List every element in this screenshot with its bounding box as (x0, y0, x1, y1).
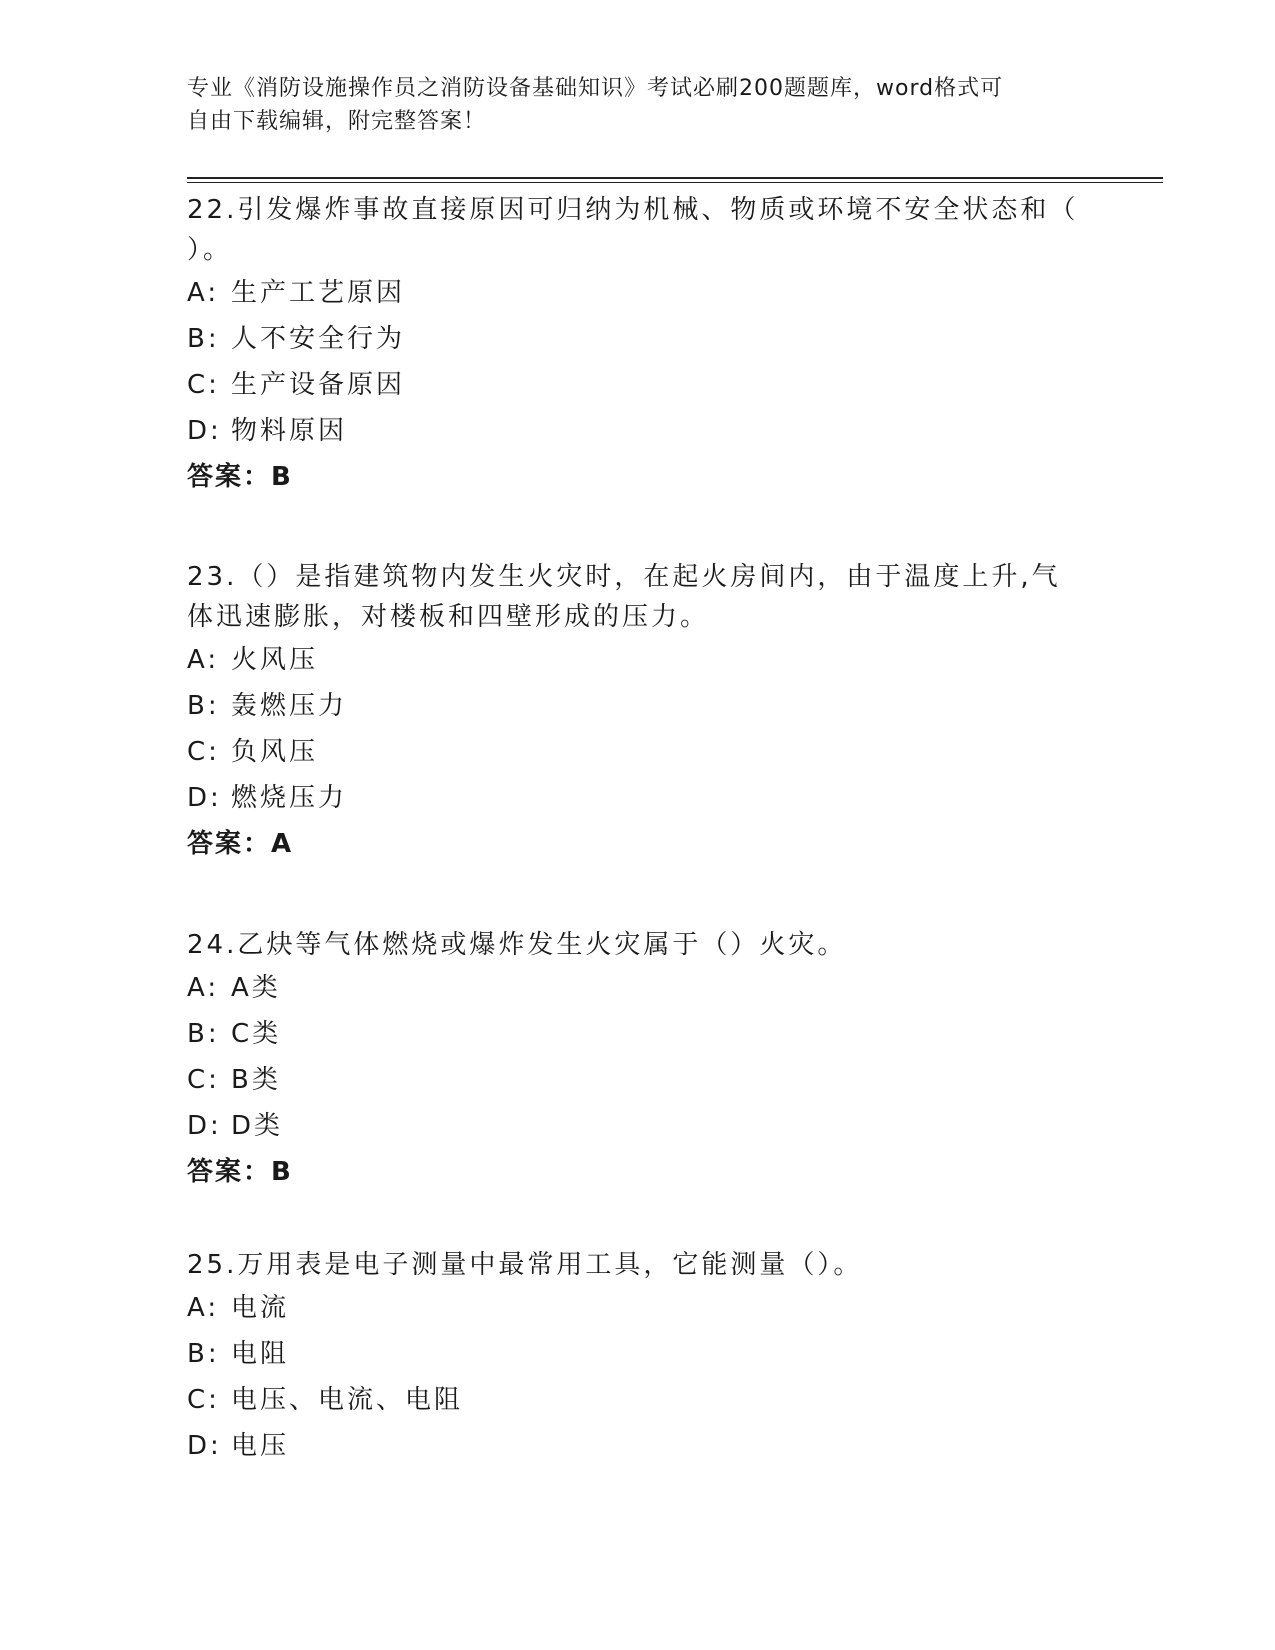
option-a (187, 965, 1087, 1011)
question-22 (187, 190, 1087, 500)
option-text: 生产工艺原因 (231, 278, 406, 308)
question-23 (187, 557, 1087, 867)
option-text: 生产设备原因 (231, 370, 406, 400)
option-c (187, 362, 1087, 408)
option-b (187, 316, 1087, 362)
question-stem-line-1: 24.乙炔等气体燃烧或爆炸发生火灾属于（）火灾。 (187, 930, 847, 960)
option-text: A类 (231, 973, 281, 1003)
header-line-2: 自由下载编辑，附完整答案！ (187, 109, 487, 134)
question-stem-line-1: 25.万用表是电子测量中最常用工具，它能测量（）。 (187, 1250, 863, 1280)
option-b (187, 683, 1087, 729)
option-key: D: (187, 783, 222, 813)
header-divider-thin (187, 182, 1163, 183)
answer-line: 答案：A (187, 829, 294, 859)
option-key: D: (187, 416, 222, 446)
option-key: B: (187, 1339, 220, 1369)
option-key: C: (187, 737, 220, 767)
option-text: 电阻 (231, 1339, 290, 1369)
option-c (187, 1377, 1087, 1423)
question-stem (187, 190, 1087, 270)
option-key: D: (187, 1111, 222, 1141)
option-key: A: (187, 278, 220, 308)
option-text: D类 (231, 1111, 284, 1141)
question-stem-line-2: ）。 (187, 235, 233, 265)
option-key: C: (187, 1065, 220, 1095)
option-text: 电流 (231, 1293, 290, 1323)
option-d (187, 775, 1087, 821)
option-key: B: (187, 691, 220, 721)
option-d (187, 408, 1087, 454)
option-key: D: (187, 1431, 222, 1461)
option-text: C类 (231, 1019, 282, 1049)
option-c (187, 729, 1087, 775)
option-text: 电压 (231, 1431, 290, 1461)
answer-line: 答案：B (187, 462, 293, 492)
option-key: C: (187, 1385, 220, 1415)
option-text: 物料原因 (231, 416, 348, 446)
option-b (187, 1011, 1087, 1057)
option-d (187, 1103, 1087, 1149)
question-stem-line-2: 体迅速膨胀，对楼板和四壁形成的压力。 (187, 602, 710, 632)
option-text: 燃烧压力 (231, 783, 348, 813)
question-stem (187, 925, 1087, 965)
option-key: C: (187, 370, 220, 400)
document-header (187, 72, 1087, 138)
option-c (187, 1057, 1087, 1103)
option-text: B类 (231, 1065, 281, 1095)
option-a (187, 270, 1087, 316)
question-stem-line-1: 22.引发爆炸事故直接原因可归纳为机械、物质或环境不安全状态和（ (187, 195, 1079, 225)
option-a (187, 1285, 1087, 1331)
option-key: A: (187, 1293, 220, 1323)
option-d (187, 1423, 1087, 1469)
option-a (187, 637, 1087, 683)
question-stem (187, 557, 1087, 637)
question-stem-line-1: 23.（）是指建筑物内发生火灾时，在起火房间内，由于温度上升,气 (187, 562, 1061, 592)
option-key: A: (187, 645, 220, 675)
option-text: 火风压 (231, 645, 319, 675)
option-text: 轰燃压力 (231, 691, 348, 721)
question-stem (187, 1245, 1087, 1285)
option-text: 人不安全行为 (231, 324, 406, 354)
question-24 (187, 925, 1087, 1195)
option-text: 电压、电流、电阻 (231, 1385, 464, 1415)
question-25 (187, 1245, 1087, 1469)
header-divider-thick (187, 177, 1163, 179)
header-line-1: 专业《消防设施操作员之消防设备基础知识》考试必刷200题题库，word格式可 (187, 76, 1004, 101)
option-key: B: (187, 324, 220, 354)
option-key: A: (187, 973, 220, 1003)
option-key: B: (187, 1019, 220, 1049)
option-text: 负风压 (231, 737, 319, 767)
answer-line: 答案：B (187, 1157, 293, 1187)
option-b (187, 1331, 1087, 1377)
